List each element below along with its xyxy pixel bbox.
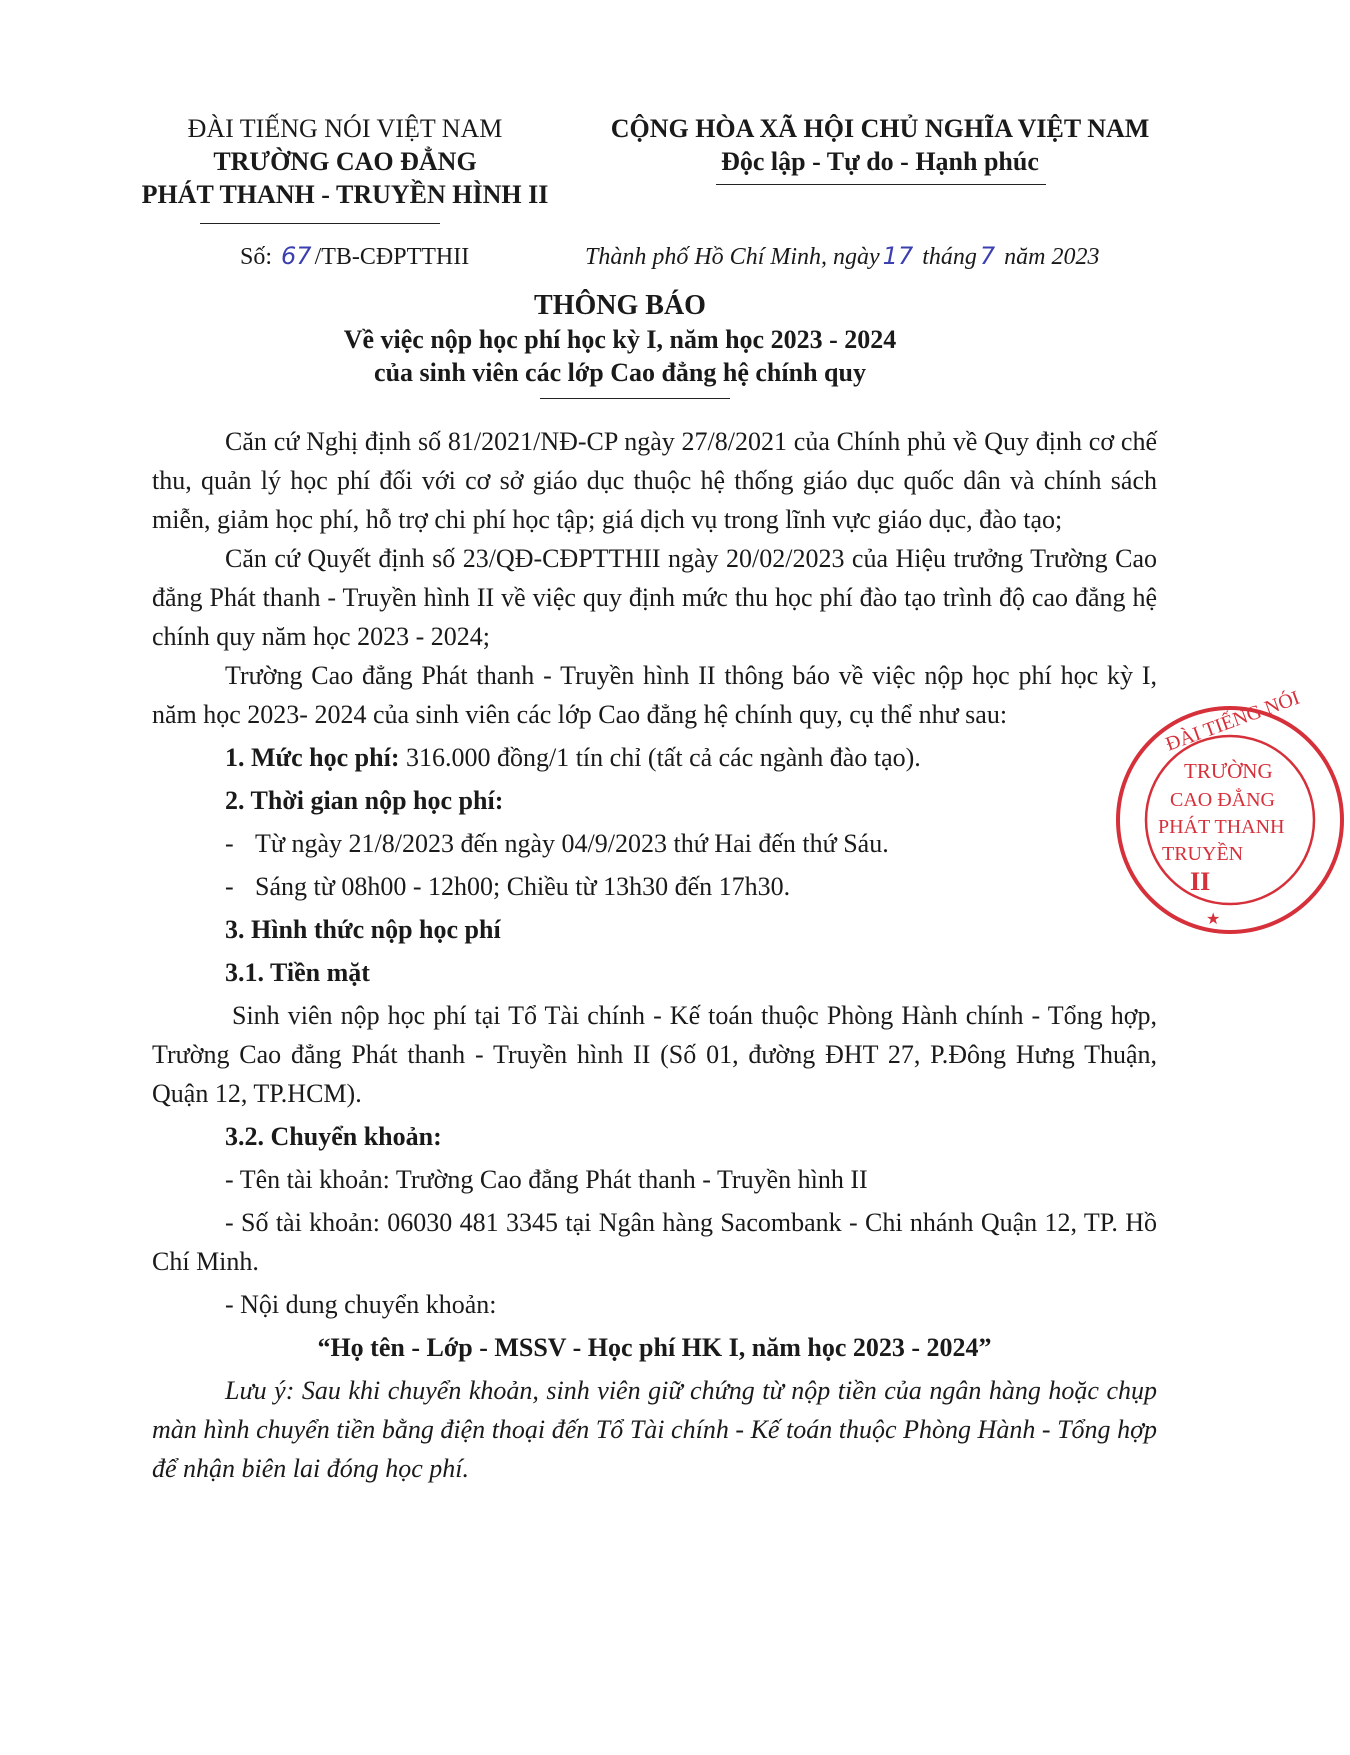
seal-line-3: PHÁT THANH: [1158, 816, 1285, 838]
section-time-label: 2. Thời gian nộp học phí:: [225, 786, 504, 815]
section-cash-text: Sinh viên nộp học phí tại Tổ Tài chính - Kế toán thuộc Phòng Hành chính - Tổng hợp, Trường Cao đẳng Phát thanh - Truyền hình II (Số 01, đường ĐHT 27, P.Đông Hưng Thuận, Quận 12, TP.HCM).: [152, 1001, 1157, 1108]
transfer-account-number: - Số tài khoản: 06030 481 3345 tại Ngân hàng Sacombank - Chi nhánh Quận 12, TP. Hồ Chí Minh.: [152, 1208, 1157, 1276]
section-fee-text: 316.000 đồng/1 tín chỉ (tất cả các ngành đào tạo).: [399, 743, 921, 772]
transfer-content-label: - Nội dung chuyển khoản:: [225, 1290, 497, 1319]
document-number-suffix: /TB-CĐPTTHII: [314, 244, 470, 270]
date-year: năm 2023: [1004, 244, 1100, 270]
issuer-underline: [200, 223, 440, 224]
legal-basis-2: Căn cứ Quyết định số 23/QĐ-CĐPTTHII ngày 20/02/2023 của Hiệu trưởng Trường Cao đẳng Phát thanh - Truyền hình II về việc quy định mức thu học phí đào tạo trình độ cao đẳng hệ chính quy năm học 2023 - 2024;: [152, 544, 1157, 651]
document-title: THÔNG BÁO: [534, 290, 706, 321]
seal-inner-ring: [1146, 736, 1314, 904]
date-prefix: Thành phố Hồ Chí Minh, ngày: [585, 244, 880, 270]
legal-basis-1: Căn cứ Nghị định số 81/2021/NĐ-CP ngày 27/8/2021 của Chính phủ về Quy định cơ chế thu, quản lý học phí đối với cơ sở giáo dục thuộc hệ thống giáo dục quốc dân và chính sách miễn, giảm học phí, hỗ trợ chi phí học tập; giá dịch vụ trong lĩnh vực giáo dục, đào tạo;: [152, 427, 1157, 534]
title-underline: [540, 398, 730, 399]
motto-underline: [716, 184, 1046, 185]
seal-star-icon: ★: [1206, 909, 1221, 928]
seal-line-4: TRUYỀN: [1162, 843, 1244, 865]
section-cash-label: 3.1. Tiền mặt: [225, 958, 370, 987]
date-month-label: tháng: [922, 244, 977, 270]
seal-ring-text: ĐÀI TIẾNG NÓI: [1162, 686, 1303, 756]
document-date: [585, 242, 1100, 271]
announcement-intro: Trường Cao đẳng Phát thanh - Truyền hình II thông báo về việc nộp học phí học kỳ I, năm học 2023- 2024 của sinh viên các lớp Cao đẳng hệ chính quy, cụ thể như sau:: [152, 661, 1157, 729]
section-fee: [152, 738, 1157, 777]
document-subtitle-1: Về việc nộp học phí học kỳ I, năm học 2023 - 2024: [343, 325, 897, 354]
section-transfer-label: 3.2. Chuyển khoản:: [225, 1122, 442, 1151]
section-fee-label: 1. Mức học phí:: [225, 743, 400, 772]
issuer-parent-org: ĐÀI TIẾNG NÓI VIỆT NAM: [187, 114, 503, 143]
seal-line-1: TRƯỜNG: [1184, 759, 1273, 783]
document-subtitle-2: của sinh viên các lớp Cao đẳng hệ chính quy: [374, 358, 866, 387]
time-item-hours: - Sáng từ 08h00 - 12h00; Chiều từ 13h30 đến 17h30.: [225, 872, 791, 901]
transfer-account-name: - Tên tài khoản: Trường Cao đẳng Phát thanh - Truyền hình II: [225, 1165, 868, 1194]
document-number: [240, 242, 469, 271]
notice-body: [152, 422, 1157, 1488]
seal-line-5: II: [1190, 867, 1211, 896]
date-day-handwritten: 17: [882, 242, 914, 270]
national-motto-block: [590, 112, 1170, 178]
document-number-prefix: Số:: [240, 244, 273, 270]
issuer-school-line2: PHÁT THANH - TRUYỀN HÌNH II: [141, 180, 549, 209]
national-title: CỘNG HÒA XÃ HỘI CHỦ NGHĨA VIỆT NAM: [610, 114, 1150, 143]
time-item-dates-text: Từ ngày 21/8/2023 đến ngày 04/9/2023 thứ Hai đến thứ Sáu.: [255, 829, 889, 858]
time-item-dates: - Từ ngày 21/8/2023 đến ngày 04/9/2023 thứ Hai đến thứ Sáu.: [225, 829, 889, 858]
date-month-handwritten: 7: [979, 242, 996, 270]
transfer-content-template: “Họ tên - Lớp - MSSV - Học phí HK I, năm học 2023 - 2024”: [317, 1333, 992, 1362]
section-method-label: 3. Hình thức nộp học phí: [225, 915, 501, 944]
note-paragraph: Lưu ý: Sau khi chuyển khoản, sinh viên giữ chứng từ nộp tiền của ngân hàng hoặc chụp màn hình chuyển tiền bằng điện thoại đến Tổ Tài chính - Kế toán thuộc Phòng Hành - Tổng hợp để nhận biên lai đóng học phí.: [152, 1376, 1157, 1483]
issuer-block: [120, 112, 570, 211]
seal-line-2: CAO ĐẲNG: [1170, 789, 1275, 811]
time-item-hours-text: Sáng từ 08h00 - 12h00; Chiều từ 13h30 đến 17h30.: [255, 872, 791, 901]
national-motto: Độc lập - Tự do - Hạnh phúc: [721, 147, 1039, 176]
issuer-school-line1: TRƯỜNG CAO ĐẲNG: [213, 147, 477, 176]
document-number-handwritten: 67: [281, 242, 312, 270]
